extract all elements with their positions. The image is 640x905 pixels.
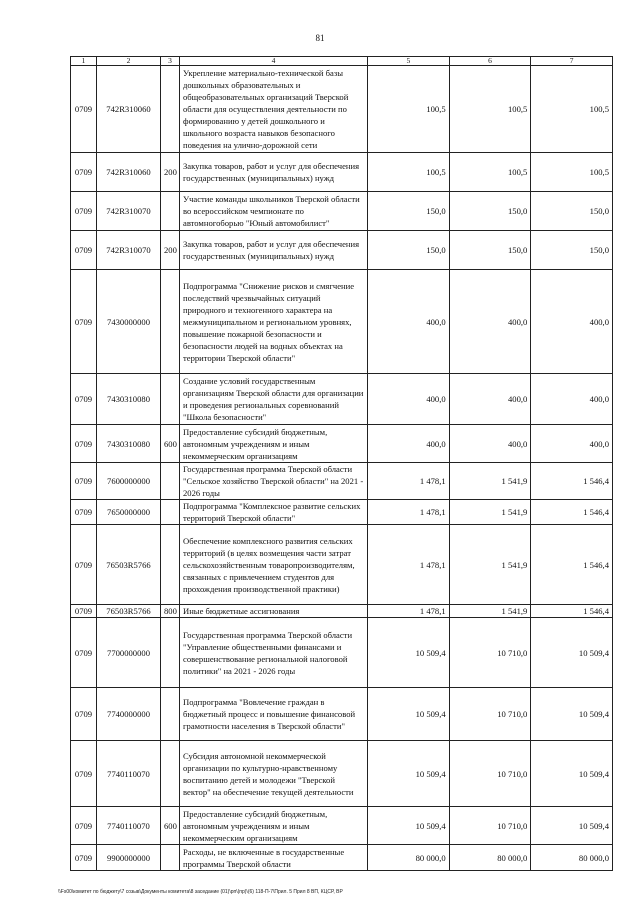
table-row — [71, 231, 613, 270]
expense-type-cell — [161, 66, 180, 153]
amount-2026-cell: 150,0 — [531, 231, 613, 270]
table-row — [71, 374, 613, 425]
amount-2026-cell: 10 509,4 — [531, 807, 613, 845]
amount-2026-cell: 80 000,0 — [531, 845, 613, 871]
item-name-cell: Подпрограмма "Вовлечение граждан в бюджетный процесс и повышение финансовой грамотности населения в Тверской области" — [180, 688, 368, 741]
column-header: 4 — [180, 57, 368, 66]
expense-type-cell: 200 — [161, 153, 180, 192]
item-name-cell: Участие команды школьников Тверской области во всероссийском чемпионате по автомногоборью "Юный автомобилист" — [180, 192, 368, 231]
target-article-cell: 7700000000 — [97, 618, 161, 688]
expense-type-cell: 600 — [161, 807, 180, 845]
amount-2026-cell: 100,5 — [531, 153, 613, 192]
amount-2026-cell: 1 546,4 — [531, 525, 613, 605]
amount-2025-cell: 1 541,9 — [449, 463, 531, 500]
expense-type-cell — [161, 741, 180, 807]
section-code-cell: 0709 — [71, 425, 97, 463]
amount-2025-cell: 400,0 — [449, 374, 531, 425]
amount-2026-cell: 10 509,4 — [531, 618, 613, 688]
amount-2024-cell: 10 509,4 — [368, 741, 450, 807]
amount-2024-cell: 400,0 — [368, 270, 450, 374]
page-number: 81 — [315, 33, 325, 43]
amount-2025-cell: 80 000,0 — [449, 845, 531, 871]
amount-2026-cell: 400,0 — [531, 270, 613, 374]
amount-2025-cell: 10 710,0 — [449, 688, 531, 741]
amount-2024-cell: 1 478,1 — [368, 463, 450, 500]
target-article-cell: 7740110070 — [97, 807, 161, 845]
amount-2025-cell: 100,5 — [449, 66, 531, 153]
table-row — [71, 463, 613, 500]
item-name-cell: Государственная программа Тверской области "Управление общественными финансами и совершенствование региональной налоговой политики" на 2021 - 2026 годы — [180, 618, 368, 688]
table-row — [71, 741, 613, 807]
item-name-cell: Закупка товаров, работ и услуг для обеспечения государственных (муниципальных) нужд — [180, 153, 368, 192]
table-row — [71, 270, 613, 374]
item-name-cell: Подпрограмма "Комплексное развитие сельских территорий Тверской области" — [180, 500, 368, 525]
section-code-cell: 0709 — [71, 270, 97, 374]
section-code-cell: 0709 — [71, 66, 97, 153]
target-article-cell: 742R310060 — [97, 66, 161, 153]
section-code-cell: 0709 — [71, 845, 97, 871]
amount-2025-cell: 150,0 — [449, 231, 531, 270]
item-name-cell: Укрепление материально-технической базы дошкольных образовательных и общеобразовательных организаций Тверской области для осуществления деятельности по формированию у детей дошкольного и школьного возраста навыков безопасного поведения на улично-дорожной сети — [180, 66, 368, 153]
target-article-cell: 7430310080 — [97, 374, 161, 425]
target-article-cell: 7740000000 — [97, 688, 161, 741]
amount-2024-cell: 10 509,4 — [368, 688, 450, 741]
amount-2025-cell: 150,0 — [449, 192, 531, 231]
amount-2026-cell: 1 546,4 — [531, 463, 613, 500]
item-name-cell: Субсидия автономной некоммерческой организации по культурно-нравственному воспитанию детей и молодежи "Тверской вектор" на обеспечение текущей деятельности — [180, 741, 368, 807]
table-row — [71, 500, 613, 525]
amount-2024-cell: 400,0 — [368, 374, 450, 425]
table-row — [71, 688, 613, 741]
amount-2026-cell: 100,5 — [531, 66, 613, 153]
amount-2024-cell: 100,5 — [368, 66, 450, 153]
amount-2026-cell: 1 546,4 — [531, 500, 613, 525]
target-article-cell: 9900000000 — [97, 845, 161, 871]
amount-2025-cell: 400,0 — [449, 270, 531, 374]
column-header: 2 — [97, 57, 161, 66]
section-code-cell: 0709 — [71, 374, 97, 425]
section-code-cell: 0709 — [71, 231, 97, 270]
amount-2025-cell: 1 541,9 — [449, 500, 531, 525]
amount-2025-cell: 400,0 — [449, 425, 531, 463]
amount-2024-cell: 10 509,4 — [368, 807, 450, 845]
item-name-cell: Расходы, не включенные в государственные программы Тверской области — [180, 845, 368, 871]
amount-2024-cell: 1 478,1 — [368, 500, 450, 525]
section-code-cell: 0709 — [71, 500, 97, 525]
expense-type-cell — [161, 374, 180, 425]
amount-2024-cell: 80 000,0 — [368, 845, 450, 871]
section-code-cell: 0709 — [71, 525, 97, 605]
amount-2026-cell: 400,0 — [531, 425, 613, 463]
table-row — [71, 425, 613, 463]
target-article-cell: 76503R5766 — [97, 605, 161, 618]
target-article-cell: 742R310060 — [97, 153, 161, 192]
expense-type-cell: 600 — [161, 425, 180, 463]
amount-2025-cell: 10 710,0 — [449, 807, 531, 845]
target-article-cell: 742R310070 — [97, 192, 161, 231]
section-code-cell: 0709 — [71, 618, 97, 688]
amount-2025-cell: 1 541,9 — [449, 525, 531, 605]
amount-2024-cell: 10 509,4 — [368, 618, 450, 688]
item-name-cell: Предоставление субсидий бюджетным, автономным учреждениям и иным некоммерческим организациям — [180, 425, 368, 463]
column-header: 5 — [368, 57, 450, 66]
expense-type-cell — [161, 525, 180, 605]
table-row — [71, 845, 613, 871]
target-article-cell: 7650000000 — [97, 500, 161, 525]
table-body — [71, 57, 613, 871]
expense-type-cell — [161, 192, 180, 231]
section-code-cell: 0709 — [71, 741, 97, 807]
expense-type-cell — [161, 845, 180, 871]
item-name-cell: Предоставление субсидий бюджетным, автономным учреждениям и иным некоммерческим организациям — [180, 807, 368, 845]
table-row — [71, 618, 613, 688]
expense-type-cell: 800 — [161, 605, 180, 618]
item-name-cell: Закупка товаров, работ и услуг для обеспечения государственных (муниципальных) нужд — [180, 231, 368, 270]
amount-2025-cell: 100,5 — [449, 153, 531, 192]
column-header: 1 — [71, 57, 97, 66]
table-header-row — [71, 57, 613, 66]
column-header: 6 — [449, 57, 531, 66]
amount-2025-cell: 10 710,0 — [449, 741, 531, 807]
target-article-cell: 76503R5766 — [97, 525, 161, 605]
amount-2024-cell: 150,0 — [368, 192, 450, 231]
item-name-cell: Государственная программа Тверской области "Сельское хозяйство Тверской области" на 2021 - 2026 годы — [180, 463, 368, 500]
target-article-cell: 742R310070 — [97, 231, 161, 270]
amount-2026-cell: 1 546,4 — [531, 605, 613, 618]
target-article-cell: 7600000000 — [97, 463, 161, 500]
item-name-cell: Иные бюджетные ассигнования — [180, 605, 368, 618]
section-code-cell: 0709 — [71, 192, 97, 231]
target-article-cell: 7430000000 — [97, 270, 161, 374]
target-article-cell: 7430310080 — [97, 425, 161, 463]
amount-2024-cell: 100,5 — [368, 153, 450, 192]
table-row — [71, 807, 613, 845]
item-name-cell: Подпрограмма "Снижение рисков и смягчение последствий чрезвычайных ситуаций природного и техногенного характера на межмуниципальном и региональном уровнях, повышение пожарной безопасности и безопасности людей на водных объектах на территории Тверской области" — [180, 270, 368, 374]
expense-type-cell — [161, 500, 180, 525]
amount-2025-cell: 10 710,0 — [449, 618, 531, 688]
section-code-cell: 0709 — [71, 688, 97, 741]
item-name-cell: Обеспечение комплексного развития сельских территорий (в целях возмещения части затрат сельскохозяйственным товаропроизводителям, связанных с привлечением студентов для прохождения производственной практики) — [180, 525, 368, 605]
footer-file-path: \\Fs00\комитет по бюджету\7 созыв\Документы комитета\8 заседание (01)\рп\(пр)\(6) 118-П-7\Прил. 5 Прил 8 ВП, КЦСР, ВР — [58, 889, 343, 895]
expense-type-cell: 200 — [161, 231, 180, 270]
section-code-cell: 0709 — [71, 153, 97, 192]
target-article-cell: 7740110070 — [97, 741, 161, 807]
expense-type-cell — [161, 688, 180, 741]
column-header: 3 — [161, 57, 180, 66]
amount-2024-cell: 1 478,1 — [368, 605, 450, 618]
amount-2024-cell: 400,0 — [368, 425, 450, 463]
amount-2024-cell: 1 478,1 — [368, 525, 450, 605]
item-name-cell: Создание условий государственным организациям Тверской области для организации и проведения региональных соревнований "Школа безопасности" — [180, 374, 368, 425]
amount-2024-cell: 150,0 — [368, 231, 450, 270]
table-row — [71, 192, 613, 231]
expense-type-cell — [161, 463, 180, 500]
budget-table — [70, 56, 613, 871]
section-code-cell: 0709 — [71, 605, 97, 618]
column-header: 7 — [531, 57, 613, 66]
section-code-cell: 0709 — [71, 463, 97, 500]
amount-2026-cell: 150,0 — [531, 192, 613, 231]
amount-2026-cell: 10 509,4 — [531, 688, 613, 741]
section-code-cell: 0709 — [71, 807, 97, 845]
table-row — [71, 525, 613, 605]
amount-2026-cell: 10 509,4 — [531, 741, 613, 807]
table-row — [71, 66, 613, 153]
table-row — [71, 153, 613, 192]
expense-type-cell — [161, 618, 180, 688]
expense-type-cell — [161, 270, 180, 374]
table-row — [71, 605, 613, 618]
amount-2025-cell: 1 541,9 — [449, 605, 531, 618]
amount-2026-cell: 400,0 — [531, 374, 613, 425]
